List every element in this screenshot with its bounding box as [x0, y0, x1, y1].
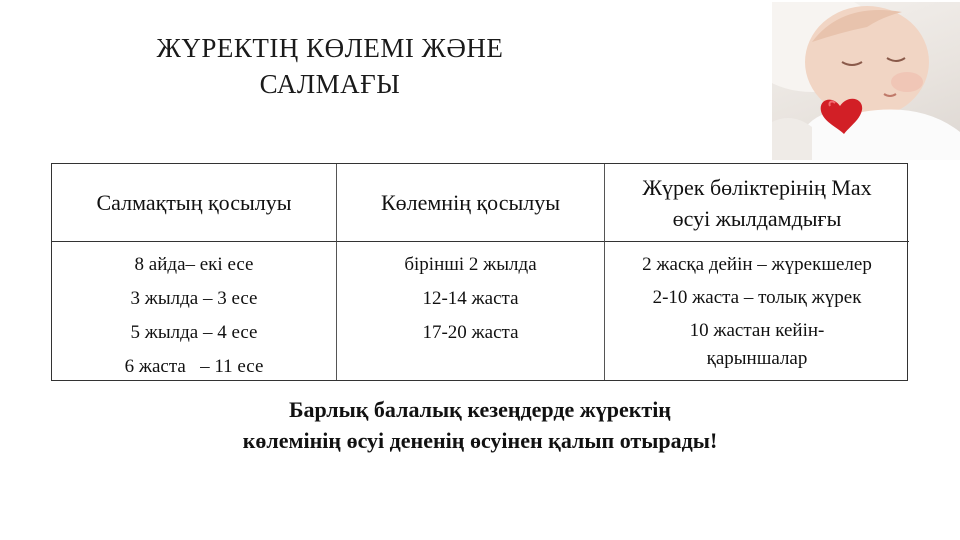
summary-line-1: Барлық балалық кезеңдерде жүректің [289, 397, 671, 422]
table-header-label: өсуі жылдамдығы [672, 205, 842, 231]
table-cell-max-growth [604, 242, 909, 380]
slide-title [90, 30, 570, 102]
table-cell-line: 10 жастан кейін- [689, 320, 825, 341]
summary-line-2: көлемінің өсуі дененің өсуінен қалып отырады! [242, 428, 718, 453]
table-cell-line: 2-10 жаста – толық жүрек [652, 287, 862, 308]
table-header-label: Жүрек бөліктерінің Max [642, 174, 872, 200]
table-cell-line: 3 жылда – 3 есе [130, 288, 258, 309]
table-cell-line: 17-20 жаста [422, 322, 519, 343]
table-cell-line: 5 жылда – 4 есе [130, 322, 258, 343]
table-cell-weight [52, 242, 336, 380]
table-cell-line: 2 жасқа дейін – жүрекшелер [642, 254, 872, 275]
table-cell-line: бірінші 2 жылда [404, 254, 537, 275]
sleeping-baby-with-heart-icon [772, 2, 960, 160]
table-header-label: Көлемнің қосылуы [380, 190, 561, 215]
table-header-label: Салмақтың қосылуы [96, 190, 292, 215]
table-header-max-growth [604, 164, 909, 242]
table-header-volume [336, 164, 604, 242]
table-cell-line: қарыншалар [706, 348, 808, 369]
table-cell-line: 12-14 жаста [422, 288, 519, 309]
table-cell-line: 6 жаста – 11 есе [124, 356, 264, 377]
table-cell-volume [336, 242, 604, 380]
table-header-weight [52, 164, 336, 242]
sleeping-baby-photo [772, 2, 960, 160]
slide-title-line-2: САЛМАҒЫ [259, 69, 401, 99]
heart-growth-table [51, 163, 908, 381]
slide-title-line-1: ЖҮРЕКТІҢ КӨЛЕМІ ЖӘНЕ [156, 33, 504, 63]
table-cell-line: 8 айда– екі есе [134, 254, 254, 275]
summary-statement [160, 394, 800, 456]
